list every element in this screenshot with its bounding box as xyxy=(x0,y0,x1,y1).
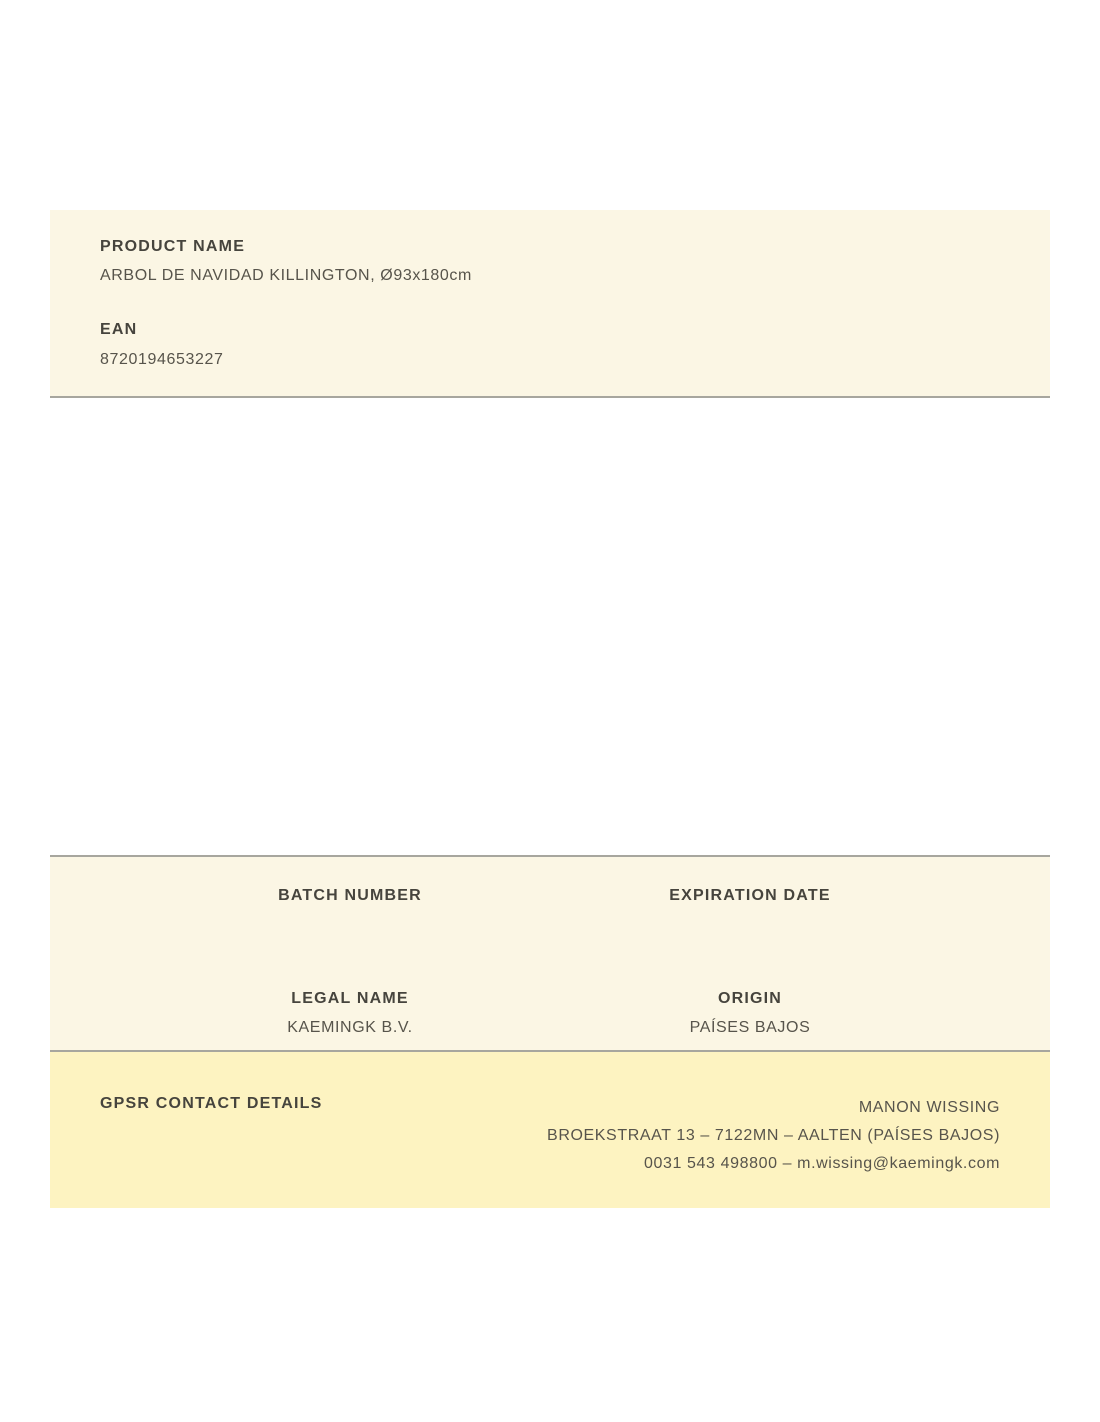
origin-value: PAÍSES BAJOS xyxy=(689,1019,811,1037)
gpsr-contact-panel xyxy=(50,1052,1050,1208)
product-name-label: PRODUCT NAME xyxy=(100,238,246,255)
expiration-column xyxy=(550,886,950,1050)
legal-name-value: KAEMINGK B.V. xyxy=(287,1019,413,1037)
legal-name-label: LEGAL NAME xyxy=(291,990,409,1008)
product-info-panel xyxy=(50,210,1050,398)
ean-label: EAN xyxy=(100,321,138,339)
expiration-date-label: EXPIRATION DATE xyxy=(669,887,831,904)
gpsr-contact-label: GPSR CONTACT DETAILS xyxy=(100,1095,323,1112)
expiration-date-value xyxy=(550,915,950,934)
gpsr-contact-lines xyxy=(547,1094,1000,1178)
batch-info-panel xyxy=(50,855,1050,1052)
gpsr-contact-name: MANON WISSING xyxy=(858,1099,1000,1116)
ean-value: 8720194653227 xyxy=(100,350,224,368)
batch-number-value xyxy=(150,915,550,934)
batch-number-label: BATCH NUMBER xyxy=(278,887,422,904)
gpsr-contact-address: BROEKSTRAAT 13 – 7122MN – AALTEN (PAÍSES BAJOS) xyxy=(547,1127,1000,1144)
product-name-value: ARBOL DE NAVIDAD KILLINGTON, Ø93x180cm xyxy=(100,267,472,285)
origin-label: ORIGIN xyxy=(717,990,783,1008)
batch-column xyxy=(150,886,550,1050)
gpsr-contact-phone-email: 0031 543 498800 – m.wissing@kaemingk.com xyxy=(644,1155,1000,1172)
